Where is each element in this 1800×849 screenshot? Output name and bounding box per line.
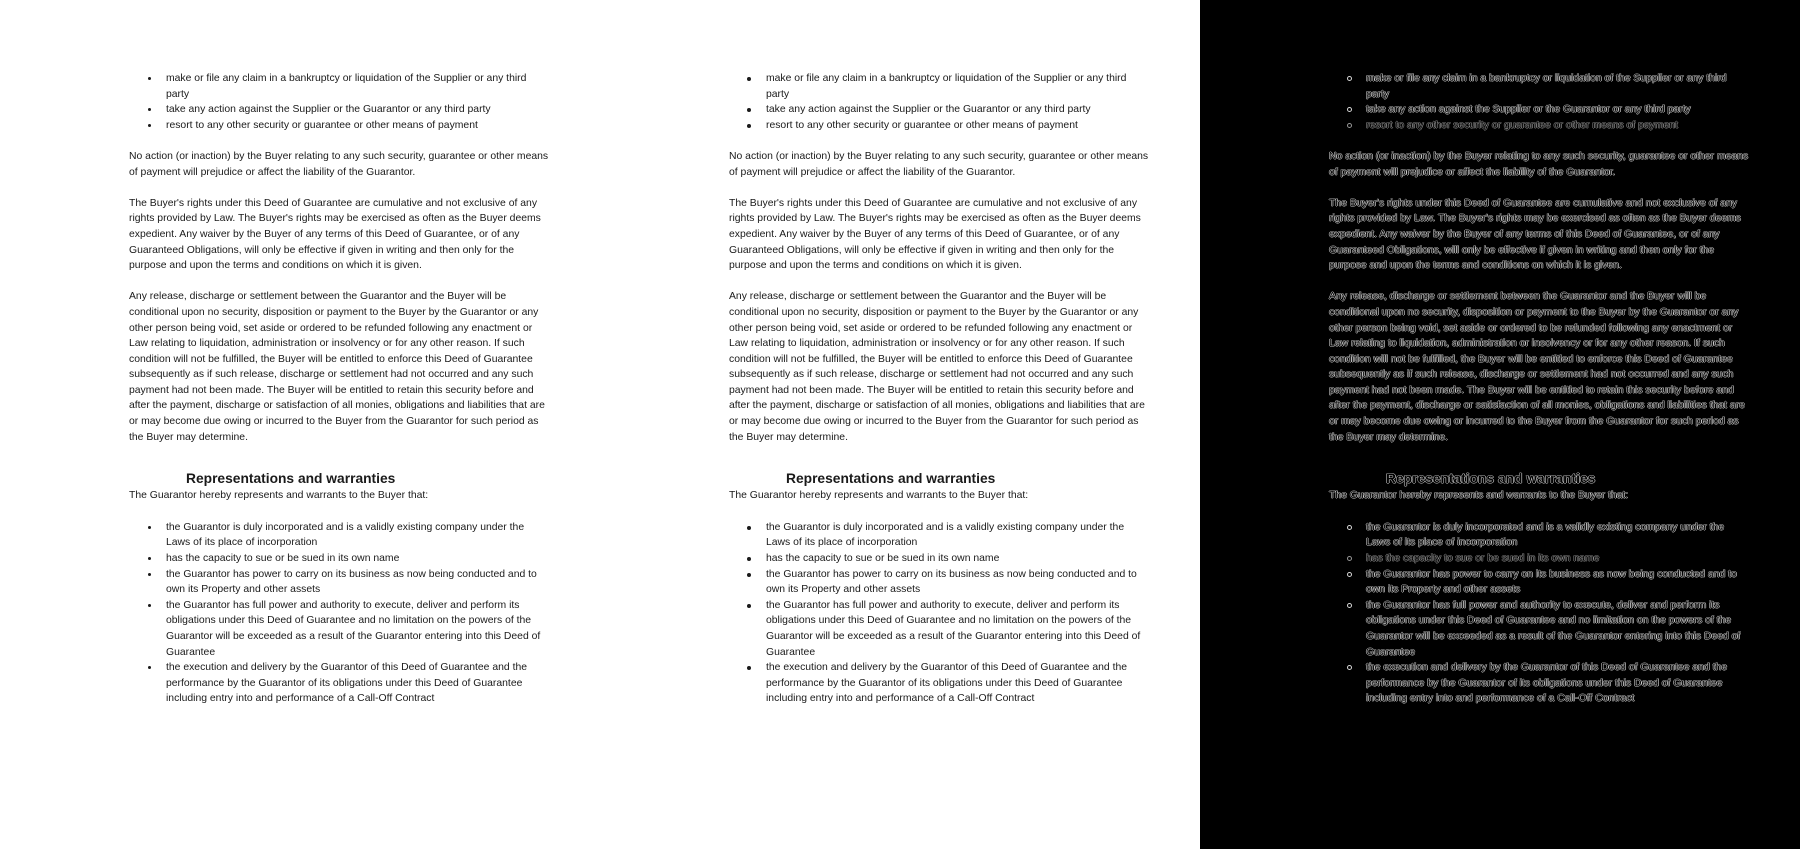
list-item: resort to any other security or guarantee or other means of payment: [1366, 118, 1749, 134]
list-item: resort to any other security or guarantee or other means of payment: [766, 118, 1149, 134]
section-heading: Representations and warranties: [786, 471, 996, 487]
paragraph: Any release, discharge or settlement between the Guarantor and the Buyer will be conditional upon no security, disposition or payment to the Buyer by the Guarantor or any other person being void, set aside or ordered to be refunded following any enactment or Law relating to liquidation, administration or insolvency or for any other reason. If such condition will not be fulfilled, the Buyer will be entitled to enforce this Deed of Guarantee subsequently as if such release, discharge or settlement had not occurred and any such payment had not been made. The Buyer will be entitled to retain this security before and after the payment, discharge or satisfaction of all monies, obligations and liabilities that are or may become due owing or incurred to the Buyer from the Guarantor for such period as the Buyer may determine.: [129, 291, 545, 443]
list-item: the execution and delivery by the Guarantor of this Deed of Guarantee and the performance by the Guarantor of its obligations under this Deed of Guarantee including entry into and performance of a Call-Off Contract: [166, 660, 549, 707]
list-item: the Guarantor is duly incorporated and is a validly existing company under the Laws of its place of incorporation: [166, 520, 549, 551]
bullet-list-top: [129, 71, 549, 133]
bullet-list-top: [1329, 71, 1749, 133]
paragraph: The Buyer's rights under this Deed of Guarantee are cumulative and not exclusive of any rights provided by Law. The Buyer's rights may be exercised as often as the Buyer deems expedient. Any waiver by the Buyer of any terms of this Deed of Guarantee, or of any Guaranteed Obligations, will only be effective if given in writing and then only for the purpose and upon the terms and conditions on which it is given.: [129, 197, 541, 272]
intro-text: The Guarantor hereby represents and warrants to the Buyer that:: [1329, 490, 1629, 502]
list-item: the Guarantor has full power and authority to execute, deliver and perform its obligations under this Deed of Guarantee and no limitation on the powers of the Guarantor will be exceeded as a result of the Guarantor entering into this Deed of Guarantee: [166, 598, 549, 660]
list-item: make or file any claim in a bankruptcy or liquidation of the Supplier or any third party: [166, 71, 549, 102]
list-item: make or file any claim in a bankruptcy or liquidation of the Supplier or any third party: [1366, 71, 1749, 102]
list-item: the Guarantor has power to carry on its business as now being conducted and to own its Property and other assets: [766, 567, 1149, 598]
list-item: the Guarantor has power to carry on its business as now being conducted and to own its Property and other assets: [1366, 567, 1749, 598]
list-item: the Guarantor has full power and authority to execute, deliver and perform its obligations under this Deed of Guarantee and no limitation on the powers of the Guarantor will be exceeded as a result of the Guarantor entering into this Deed of Guarantee: [766, 598, 1149, 660]
list-item: the Guarantor has full power and authority to execute, deliver and perform its obligations under this Deed of Guarantee and no limitation on the powers of the Guarantor will be exceeded as a result of the Guarantor entering into this Deed of Guarantee: [1366, 598, 1749, 660]
list-item: has the capacity to sue or be sued in its own name: [1366, 551, 1749, 567]
bullet-list-bottom: [1329, 520, 1749, 707]
list-item: the execution and delivery by the Guarantor of this Deed of Guarantee and the performance by the Guarantor of its obligations under this Deed of Guarantee including entry into and performance of a Call-Off Contract: [766, 660, 1149, 707]
list-item: has the capacity to sue or be sued in its own name: [166, 551, 549, 567]
document-view-original: [0, 0, 600, 849]
list-item: the execution and delivery by the Guarantor of this Deed of Guarantee and the performance by the Guarantor of its obligations under this Deed of Guarantee including entry into and performance of a Call-Off Contract: [1366, 660, 1749, 707]
document-page: [129, 71, 549, 707]
paragraph: No action (or inaction) by the Buyer relating to any such security, guarantee or other means of payment will prejudice or affect the liability of the Guarantor.: [1329, 150, 1749, 178]
document-view-edge-map: [1200, 0, 1800, 849]
list-item: take any action against the Supplier or the Guarantor or any third party: [1366, 102, 1749, 118]
intro-text: The Guarantor hereby represents and warrants to the Buyer that:: [129, 490, 429, 502]
list-item: the Guarantor is duly incorporated and is a validly existing company under the Laws of its place of incorporation: [1366, 520, 1749, 551]
list-item: resort to any other security or guarantee or other means of payment: [166, 118, 549, 134]
list-item: the Guarantor is duly incorporated and is a validly existing company under the Laws of its place of incorporation: [766, 520, 1149, 551]
paragraph: Any release, discharge or settlement between the Guarantor and the Buyer will be conditional upon no security, disposition or payment to the Buyer by the Guarantor or any other person being void, set aside or ordered to be refunded following any enactment or Law relating to liquidation, administration or insolvency or for any other reason. If such condition will not be fulfilled, the Buyer will be entitled to enforce this Deed of Guarantee subsequently as if such release, discharge or settlement had not occurred and any such payment had not been made. The Buyer will be entitled to retain this security before and after the payment, discharge or satisfaction of all monies, obligations and liabilities that are or may become due owing or incurred to the Buyer from the Guarantor for such period as the Buyer may determine.: [1329, 291, 1745, 443]
paragraph: Any release, discharge or settlement between the Guarantor and the Buyer will be conditional upon no security, disposition or payment to the Buyer by the Guarantor or any other person being void, set aside or ordered to be refunded following any enactment or Law relating to liquidation, administration or insolvency or for any other reason. If such condition will not be fulfilled, the Buyer will be entitled to enforce this Deed of Guarantee subsequently as if such release, discharge or settlement had not occurred and any such payment had not been made. The Buyer will be entitled to retain this security before and after the payment, discharge or satisfaction of all monies, obligations and liabilities that are or may become due owing or incurred to the Buyer from the Guarantor for such period as the Buyer may determine.: [729, 291, 1145, 443]
document-page: [1329, 71, 1749, 707]
document-view-clean: [600, 0, 1200, 849]
bullet-list-bottom: [729, 520, 1149, 707]
list-item: the Guarantor has power to carry on its business as now being conducted and to own its Property and other assets: [166, 567, 549, 598]
bullet-list-top: [729, 71, 1149, 133]
list-item: take any action against the Supplier or the Guarantor or any third party: [166, 102, 549, 118]
paragraph: No action (or inaction) by the Buyer relating to any such security, guarantee or other means of payment will prejudice or affect the liability of the Guarantor.: [129, 150, 549, 178]
list-item: has the capacity to sue or be sued in its own name: [766, 551, 1149, 567]
paragraph: The Buyer's rights under this Deed of Guarantee are cumulative and not exclusive of any rights provided by Law. The Buyer's rights may be exercised as often as the Buyer deems expedient. Any waiver by the Buyer of any terms of this Deed of Guarantee, or of any Guaranteed Obligations, will only be effective if given in writing and then only for the purpose and upon the terms and conditions on which it is given.: [1329, 197, 1741, 272]
section-heading: Representations and warranties: [1386, 471, 1596, 487]
section-heading: Representations and warranties: [186, 471, 396, 487]
list-item: make or file any claim in a bankruptcy or liquidation of the Supplier or any third party: [766, 71, 1149, 102]
document-page: [729, 71, 1149, 707]
bullet-list-bottom: [129, 520, 549, 707]
paragraph: The Buyer's rights under this Deed of Guarantee are cumulative and not exclusive of any rights provided by Law. The Buyer's rights may be exercised as often as the Buyer deems expedient. Any waiver by the Buyer of any terms of this Deed of Guarantee, or of any Guaranteed Obligations, will only be effective if given in writing and then only for the purpose and upon the terms and conditions on which it is given.: [729, 197, 1141, 272]
intro-text: The Guarantor hereby represents and warrants to the Buyer that:: [729, 490, 1029, 502]
list-item: take any action against the Supplier or the Guarantor or any third party: [766, 102, 1149, 118]
paragraph: No action (or inaction) by the Buyer relating to any such security, guarantee or other means of payment will prejudice or affect the liability of the Guarantor.: [729, 150, 1149, 178]
